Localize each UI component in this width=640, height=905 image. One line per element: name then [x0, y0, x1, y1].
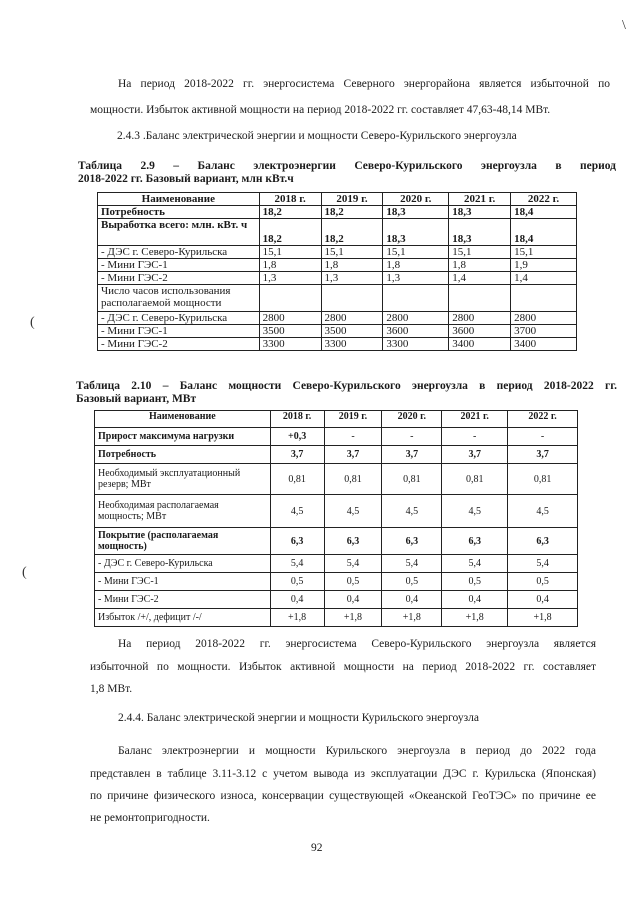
table-cell: 18,3: [449, 206, 511, 219]
paragraph-kurilsk-line2: представлен в таблице 3.11-3.12 с учетом вывода из эксплуатации ДЭС г. Курильска (Японская): [90, 768, 596, 780]
table-cell: 3300: [321, 338, 383, 351]
row-label: - Мини ГЭС-1: [98, 325, 260, 338]
table-cell: 15,1: [321, 246, 383, 259]
table-cell: 15,1: [259, 246, 321, 259]
table-cell: 3600: [383, 325, 449, 338]
table-cell: -: [382, 428, 442, 446]
table-cell: -: [324, 428, 382, 446]
table-row: [98, 219, 577, 246]
table-cell: +1,8: [324, 609, 382, 627]
table-cell: 0,5: [324, 573, 382, 591]
table-cell: 18,2: [321, 206, 383, 219]
paragraph-kurilsk-line1: Баланс электроэнергии и мощности Курильского энергоузла в период до 2022 года: [118, 745, 596, 757]
row-label: Необходимый эксплуатационный резерв; МВт: [95, 464, 271, 495]
table-cell: 18,2: [259, 206, 321, 219]
table-cell: 18,3: [383, 219, 449, 246]
table-cell: 6,3: [508, 528, 578, 555]
table-cell: +1,8: [508, 609, 578, 627]
table-cell: 0,81: [508, 464, 578, 495]
table-cell: 0,4: [508, 591, 578, 609]
table-cell: 3500: [259, 325, 321, 338]
table-cell: -: [442, 428, 508, 446]
table-row: [95, 495, 578, 528]
table-cell: 2800: [321, 312, 383, 325]
row-label: - ДЭС г. Северо-Курильска: [98, 246, 260, 259]
table-cell: [449, 285, 511, 312]
row-label: Выработка всего: млн. кВт. ч: [98, 219, 260, 246]
table-cell: 3300: [259, 338, 321, 351]
table-cell: 3,7: [270, 446, 324, 464]
table-cell: 0,5: [382, 573, 442, 591]
column-header: 2020 г.: [382, 411, 442, 428]
table-cell: -: [508, 428, 578, 446]
table-row: [98, 246, 577, 259]
paragraph-kurilsk-line3: по причине физического износа, консервации существующей «Океанской ГеоТЭС» по причине ее: [90, 790, 596, 802]
row-label: - Мини ГЭС-2: [98, 272, 260, 285]
table-cell: +1,8: [270, 609, 324, 627]
table-cell: 4,5: [324, 495, 382, 528]
table-cell: 4,5: [270, 495, 324, 528]
table-row: [95, 573, 578, 591]
table-cell: +1,8: [382, 609, 442, 627]
table-cell: 1,8: [449, 259, 511, 272]
table-cell: 3,7: [324, 446, 382, 464]
table-row: [98, 325, 577, 338]
table-row: [95, 446, 578, 464]
table-cell: 5,4: [508, 555, 578, 573]
column-header: Наименование: [98, 193, 260, 206]
paragraph-intro-line2: мощности. Избыток активной мощности на период 2018-2022 гг. составляет 47,63-48,14 МВт.: [90, 104, 551, 116]
table-cell: 5,4: [442, 555, 508, 573]
row-label: Прирост максимума нагрузки: [95, 428, 271, 446]
table-cell: [321, 285, 383, 312]
table-cell: 3300: [383, 338, 449, 351]
table-cell: 3500: [321, 325, 383, 338]
paragraph-intro-line1: На период 2018-2022 гг. энергосистема Северного энергорайона является избыточной по: [118, 78, 610, 90]
column-header: 2020 г.: [383, 193, 449, 206]
column-header: 2021 г.: [449, 193, 511, 206]
table-cell: 1,8: [259, 259, 321, 272]
table-cell: [511, 285, 577, 312]
table-cell: 0,5: [442, 573, 508, 591]
row-label: - Мини ГЭС-1: [95, 573, 271, 591]
row-label: - ДЭС г. Северо-Курильска: [98, 312, 260, 325]
table-row: [98, 338, 577, 351]
table-cell: 5,4: [270, 555, 324, 573]
table-2-10: [94, 410, 578, 627]
table-cell: 0,81: [270, 464, 324, 495]
table-row: [95, 528, 578, 555]
column-header: 2021 г.: [442, 411, 508, 428]
table-cell: [259, 285, 321, 312]
table-cell: 18,4: [511, 219, 577, 246]
column-header: 2019 г.: [321, 193, 383, 206]
row-label: Число часов использования располагаемой мощности: [98, 285, 260, 312]
table-cell: 1,8: [383, 259, 449, 272]
table-2-9: [97, 192, 577, 351]
row-label: Избыток /+/, дефицит /-/: [95, 609, 271, 627]
table-row: [95, 464, 578, 495]
table-cell: 2800: [383, 312, 449, 325]
table-cell: 3700: [511, 325, 577, 338]
table-cell: 4,5: [382, 495, 442, 528]
row-label: - Мини ГЭС-1: [98, 259, 260, 272]
table-cell: 2800: [259, 312, 321, 325]
table-cell: 3600: [449, 325, 511, 338]
table-cell: 1,9: [511, 259, 577, 272]
table-cell: 3400: [449, 338, 511, 351]
table-cell: 15,1: [449, 246, 511, 259]
table-cell: +1,8: [442, 609, 508, 627]
table-cell: 18,4: [511, 206, 577, 219]
table-cell: 3,7: [382, 446, 442, 464]
table-cell: 0,5: [270, 573, 324, 591]
table-cell: 18,2: [321, 219, 383, 246]
table-cell: 0,81: [324, 464, 382, 495]
table-cell: 0,81: [442, 464, 508, 495]
row-label: Потребность: [98, 206, 260, 219]
table-row: [95, 555, 578, 573]
paragraph-summary-line2: избыточной по мощности. Избыток активной мощности на период 2018-2022 гг. составляет: [90, 661, 596, 673]
table-cell: 6,3: [270, 528, 324, 555]
table-cell: 1,8: [321, 259, 383, 272]
table-cell: 6,3: [324, 528, 382, 555]
table-cell: 15,1: [383, 246, 449, 259]
table-header-row: [95, 411, 578, 428]
table-cell: 3,7: [508, 446, 578, 464]
table-cell: 3,7: [442, 446, 508, 464]
column-header: 2018 г.: [259, 193, 321, 206]
table-cell: 18,3: [383, 206, 449, 219]
table-cell: 0,5: [508, 573, 578, 591]
table-cell: 4,5: [508, 495, 578, 528]
table-cell: 1,3: [383, 272, 449, 285]
table-cell: 1,4: [511, 272, 577, 285]
table-cell: 18,3: [449, 219, 511, 246]
table-cell: 4,5: [442, 495, 508, 528]
table-cell: 1,4: [449, 272, 511, 285]
table-row: [98, 312, 577, 325]
column-header: 2018 г.: [270, 411, 324, 428]
table-cell: 5,4: [382, 555, 442, 573]
table-row: [95, 609, 578, 627]
table-cell: 0,4: [442, 591, 508, 609]
section-heading-2-4-3: 2.4.3 .Баланс электрической энергии и мощности Северо-Курильского энергоузла: [117, 130, 517, 142]
table-row: [98, 259, 577, 272]
table-cell: +0,3: [270, 428, 324, 446]
table-row: [95, 428, 578, 446]
table-row: [98, 206, 577, 219]
table-cell: 18,2: [259, 219, 321, 246]
table-row: [98, 285, 577, 312]
row-label: Необходимая располагаемая мощность; МВт: [95, 495, 271, 528]
table-2-9-caption-line2: 2018-2022 гг. Базовый вариант, млн кВт.ч: [78, 173, 294, 185]
table-cell: 15,1: [511, 246, 577, 259]
table-cell: 2800: [449, 312, 511, 325]
section-heading-2-4-4: 2.4.4. Баланс электрической энергии и мощности Курильского энергоузла: [118, 712, 479, 724]
table-cell: 3400: [511, 338, 577, 351]
table-row: [95, 591, 578, 609]
table-cell: 0,4: [324, 591, 382, 609]
table-cell: 2800: [511, 312, 577, 325]
paragraph-summary-line3: 1,8 МВт.: [90, 683, 133, 695]
table-row: [98, 272, 577, 285]
column-header: 2022 г.: [508, 411, 578, 428]
table-header-row: [98, 193, 577, 206]
column-header: 2019 г.: [324, 411, 382, 428]
table-cell: 0,81: [382, 464, 442, 495]
paragraph-kurilsk-line4: не ремонтопригодности.: [90, 812, 210, 824]
table-cell: 5,4: [324, 555, 382, 573]
column-header: Наименование: [95, 411, 271, 428]
table-2-10-caption-line2: Базовый вариант, МВт: [76, 393, 197, 405]
table-cell: 1,3: [321, 272, 383, 285]
table-cell: 0,4: [382, 591, 442, 609]
row-label: - Мини ГЭС-2: [98, 338, 260, 351]
table-cell: 6,3: [442, 528, 508, 555]
row-label: - Мини ГЭС-2: [95, 591, 271, 609]
paragraph-summary-line1: На период 2018-2022 гг. энергосистема Северо-Курильского энергоузла является: [118, 638, 596, 650]
table-cell: 0,4: [270, 591, 324, 609]
page-number: 92: [311, 842, 323, 854]
table-2-10-caption-line1: Таблица 2.10 – Баланс мощности Северо-Курильского энергоузла в период 2018-2022 гг.: [76, 380, 617, 392]
scan-mark: (: [30, 315, 35, 330]
table-cell: 6,3: [382, 528, 442, 555]
table-cell: 1,3: [259, 272, 321, 285]
table-2-9-caption-line1: Таблица 2.9 – Баланс электроэнергии Северо-Курильского энергоузла в период: [78, 160, 616, 172]
row-label: Покрытие (располагаемая мощность): [95, 528, 271, 555]
scan-mark: (: [22, 565, 27, 580]
table-cell: [383, 285, 449, 312]
row-label: Потребность: [95, 446, 271, 464]
column-header: 2022 г.: [511, 193, 577, 206]
row-label: - ДЭС г. Северо-Курильска: [95, 555, 271, 573]
scan-mark: \: [622, 18, 626, 33]
